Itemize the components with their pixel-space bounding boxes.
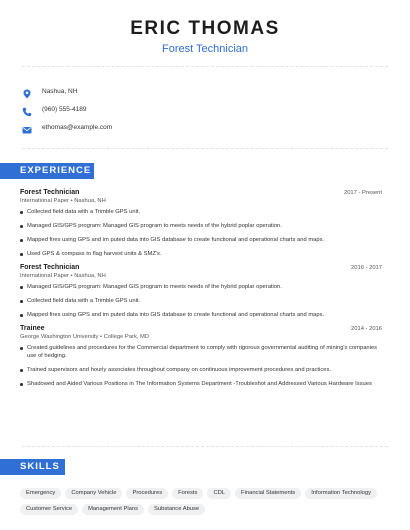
skill-chip: Company Vehicle (65, 488, 122, 499)
skill-chip: CDL (207, 488, 231, 499)
skill-chip: Emergency (20, 488, 61, 499)
job-organization: International Paper • Nashua, NH (20, 273, 106, 279)
contact-phone (22, 100, 112, 118)
job-bullet: Managed GIS/GPS program: Managed GIS program to meets needs of the hybrid poplar operation. (20, 283, 382, 291)
header-divider (22, 66, 388, 67)
contact-list (22, 82, 112, 136)
job-dates: 2016 - 2017 (351, 265, 382, 271)
job-bullet: Shadowed and Aided Various Positions in The Information Systems Department -Troubleshot and Addressed Various Hardware Issues (20, 380, 382, 388)
experience-divider (22, 446, 388, 447)
section-skills-heading: SKILLS (0, 459, 65, 475)
contact-email (22, 118, 112, 136)
skills-list (20, 488, 390, 520)
job-bullet: Collected field data with a Trimble GPS unit. (20, 297, 382, 305)
candidate-name: ERIC THOMAS (130, 18, 280, 39)
skill-chip: Procedures (126, 488, 168, 499)
job-organization: George Washington University • College Park, MD (20, 334, 150, 340)
job-entry (20, 264, 382, 319)
section-experience-heading: EXPERIENCE (0, 163, 94, 179)
job-bullet: Created guidelines and procedures for the Commercial department to comply with rigorous governmental auditing of mining's companies use of hedging. (20, 344, 382, 360)
contact-email-text: ethomas@example.com (42, 123, 113, 131)
phone-icon (22, 104, 32, 114)
job-dates: 2014 - 2016 (351, 326, 382, 332)
job-bullet: Used GPS & compass to flag harvest units & SMZ's. (20, 250, 382, 258)
email-icon (22, 122, 32, 132)
contact-divider (22, 148, 388, 149)
job-organization: International Paper • Nashua, NH (20, 198, 106, 204)
contact-phone-text: (960) 555-4189 (42, 105, 87, 113)
job-entry (20, 189, 382, 258)
skill-chip: Forests (172, 488, 203, 499)
job-bullet: Collected field data with a Trimble GPS unit. (20, 208, 382, 216)
job-bullet: Trained supervisors and hourly associates throughout company on continuous improvement procedures and practices. (20, 366, 382, 374)
skill-chip: Customer Service (20, 504, 78, 515)
skill-chip: Substance Abuse (148, 504, 205, 515)
job-title: Trainee (20, 325, 45, 332)
candidate-role: Forest Technician (161, 43, 248, 55)
skill-chip: Information Technology (305, 488, 377, 499)
location-pin-icon (22, 86, 32, 96)
skill-chip: Financial Statements (235, 488, 301, 499)
experience-list (20, 189, 382, 394)
job-title: Forest Technician (20, 264, 80, 271)
job-bullets (20, 283, 382, 319)
job-title: Forest Technician (20, 189, 80, 196)
resume-header (0, 0, 410, 56)
skill-chip: Management Plans (82, 504, 144, 515)
job-entry (20, 325, 382, 388)
job-bullet: Managed GIS/GPS program: Managed GIS program to meets needs of the hybrid poplar operation. (20, 222, 382, 230)
job-bullets (20, 344, 382, 388)
contact-location (22, 82, 112, 100)
contact-location-text: Nashua, NH (42, 87, 78, 95)
job-bullets (20, 208, 382, 258)
job-bullet: Mapped fires using GPS and im puted data into GIS database to create functional and operational charts and maps. (20, 236, 382, 244)
job-dates: 2017 - Present (343, 190, 382, 196)
job-bullet: Mapped fires using GPS and im puted data into GIS database to create functional and operational charts and maps. (20, 311, 382, 319)
